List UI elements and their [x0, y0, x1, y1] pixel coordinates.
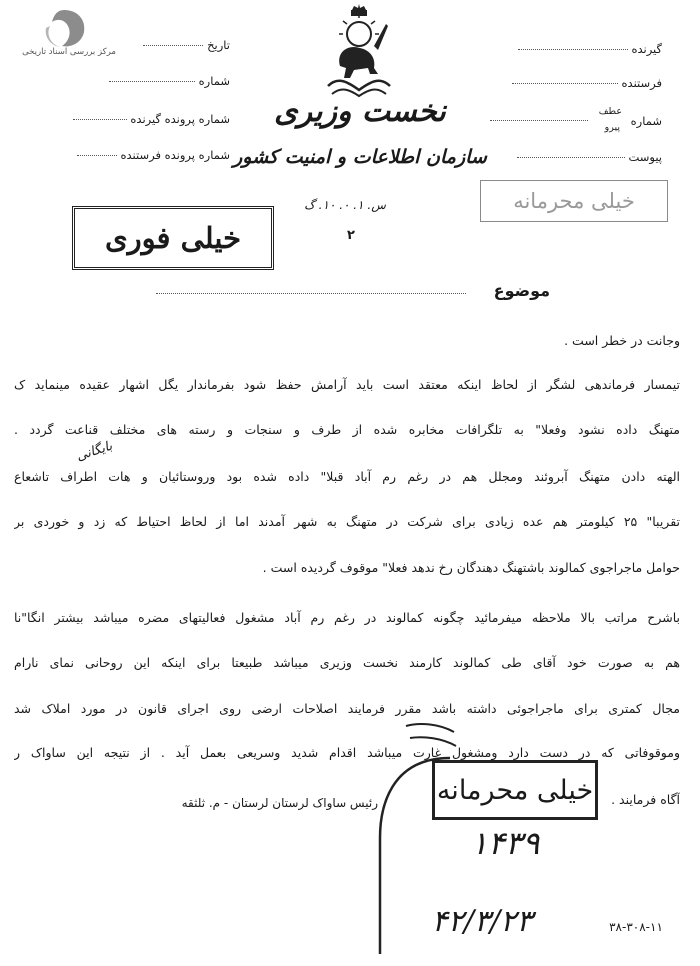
body-line-3: متهنگ داده نشود وفعلا" به تلگرافات مخابره شده از طرف و سنجات و رسته های مختلف قناعت گردد . [14, 422, 680, 437]
field-number-label: شماره [198, 74, 230, 88]
field-attachment-label: پیوست [628, 150, 662, 164]
handwritten-margin-note: بایگانی [74, 438, 115, 465]
field-number-line [490, 120, 588, 121]
body-line-9: مجال کمتری برای ماجراجوئی داشته باشد مقرر فرمایند اصلاحات ارضی روی اجرای قانون در مورد املاک شد [14, 701, 680, 716]
classification-stamp-faint: خیلی محرمانه [480, 180, 668, 222]
body-line-11: آگاه فرمایند . [611, 792, 680, 807]
field-attachment-line [517, 157, 625, 158]
field-sender-line [512, 83, 618, 84]
page-number: ۲ [347, 228, 355, 243]
lion-and-sun-crest-icon [318, 4, 400, 100]
handwritten-date: ۴۲/۳/۲۳ [431, 904, 533, 939]
field-number-line [109, 81, 195, 82]
urgency-stamp: خیلی فوری [72, 206, 274, 270]
body-line-5: تقریبا" ۲۵ کیلومتر هم عده زیادی برای شرکت در متهنگ به شهر آمدند اما از لحاظ احتیاط که زد و خوردی بر [14, 514, 680, 529]
classification-stamp-bottom: خیلی محرمانه [432, 760, 598, 820]
field-recipient-file-number-line [73, 119, 127, 120]
signature-line: رئیس ساواک لرستان لرستان - م. ثلثقه [181, 796, 378, 810]
field-attachment [517, 150, 662, 164]
ministry-title: نخست وزیری [274, 94, 446, 129]
field-date-line [143, 45, 203, 46]
document-number: س. ۱. ۰. ۱۰. گ [304, 198, 386, 212]
field-sender-file-number-line [77, 155, 117, 156]
field-reference-top: عطف [598, 106, 622, 117]
subject-line [156, 293, 466, 294]
body-line-1: وجانت در خطر است . [564, 333, 680, 348]
field-recipient-label: گیرنده [631, 42, 662, 56]
field-recipient-file-number-label: شماره پرونده گیرنده [130, 112, 230, 126]
archive-reference: ۳۸-۳۰۸-۱۱ [609, 920, 663, 934]
field-reference-bottom: پیرو [604, 122, 620, 133]
organization-name: سازمان اطلاعات و امنیت کشور [233, 146, 487, 168]
body-line-4: الهته دادن متهنگ آبروئند ومجلل هم در رغم رم آباد قبلا" داده شده بود وروستائیان و هات اطراف تاشعاع [14, 469, 680, 484]
watermark-text: مرکز بررسی اسناد تاریخی [22, 47, 116, 57]
field-recipient [518, 42, 662, 56]
body-line-6: حوامل ماجراجوی کمالوند باشتهنگ دهندگان رخ ندهد فعلا" موقوف گردیده است . [262, 560, 680, 575]
body-line-10: وموقوفاتی که در دست دارد ومشغول غارت میباشد اقدام شدید وسریعی بعمل آید . از نتیجه این ساواک ر [14, 745, 680, 760]
field-number [109, 74, 230, 88]
body-line-2: تیمسار فرماندهی لشگر از لحاظ اینکه معتقد است باید آرامش حفظ شود بفرماندار یگل اشهار عقیده مینماید ک [14, 377, 680, 392]
field-number-reference-label: شماره [630, 114, 662, 128]
body-line-7: باشرح مراتب بالا ملاحظه میفرمائید چگونه کمالوند در رغم رم آباد مشغول فعالیتهای مضره میباشد بیشتر انگا"نا [14, 610, 680, 625]
field-date-label: تاریخ [207, 38, 230, 52]
body-line-8: هم به صورت خود آقای طی کمالوند کارمند نخست وزیری میباشد طبیعتا برای اینکه این روحانی نمای نارام [14, 655, 680, 670]
field-number-reference [631, 114, 662, 128]
handwritten-registration-number: ۱۴۳۹ [470, 824, 540, 862]
field-recipient-file-number [73, 112, 230, 126]
field-recipient-line [518, 49, 628, 50]
field-sender [512, 76, 662, 90]
archive-center-logo-icon [38, 6, 90, 50]
field-date [143, 38, 230, 52]
field-sender-file-number-label: شماره پرونده فرستنده [120, 148, 230, 162]
field-sender-label: فرستنده [621, 76, 662, 90]
subject-label: موضوع [493, 281, 550, 300]
field-sender-file-number [77, 148, 230, 162]
